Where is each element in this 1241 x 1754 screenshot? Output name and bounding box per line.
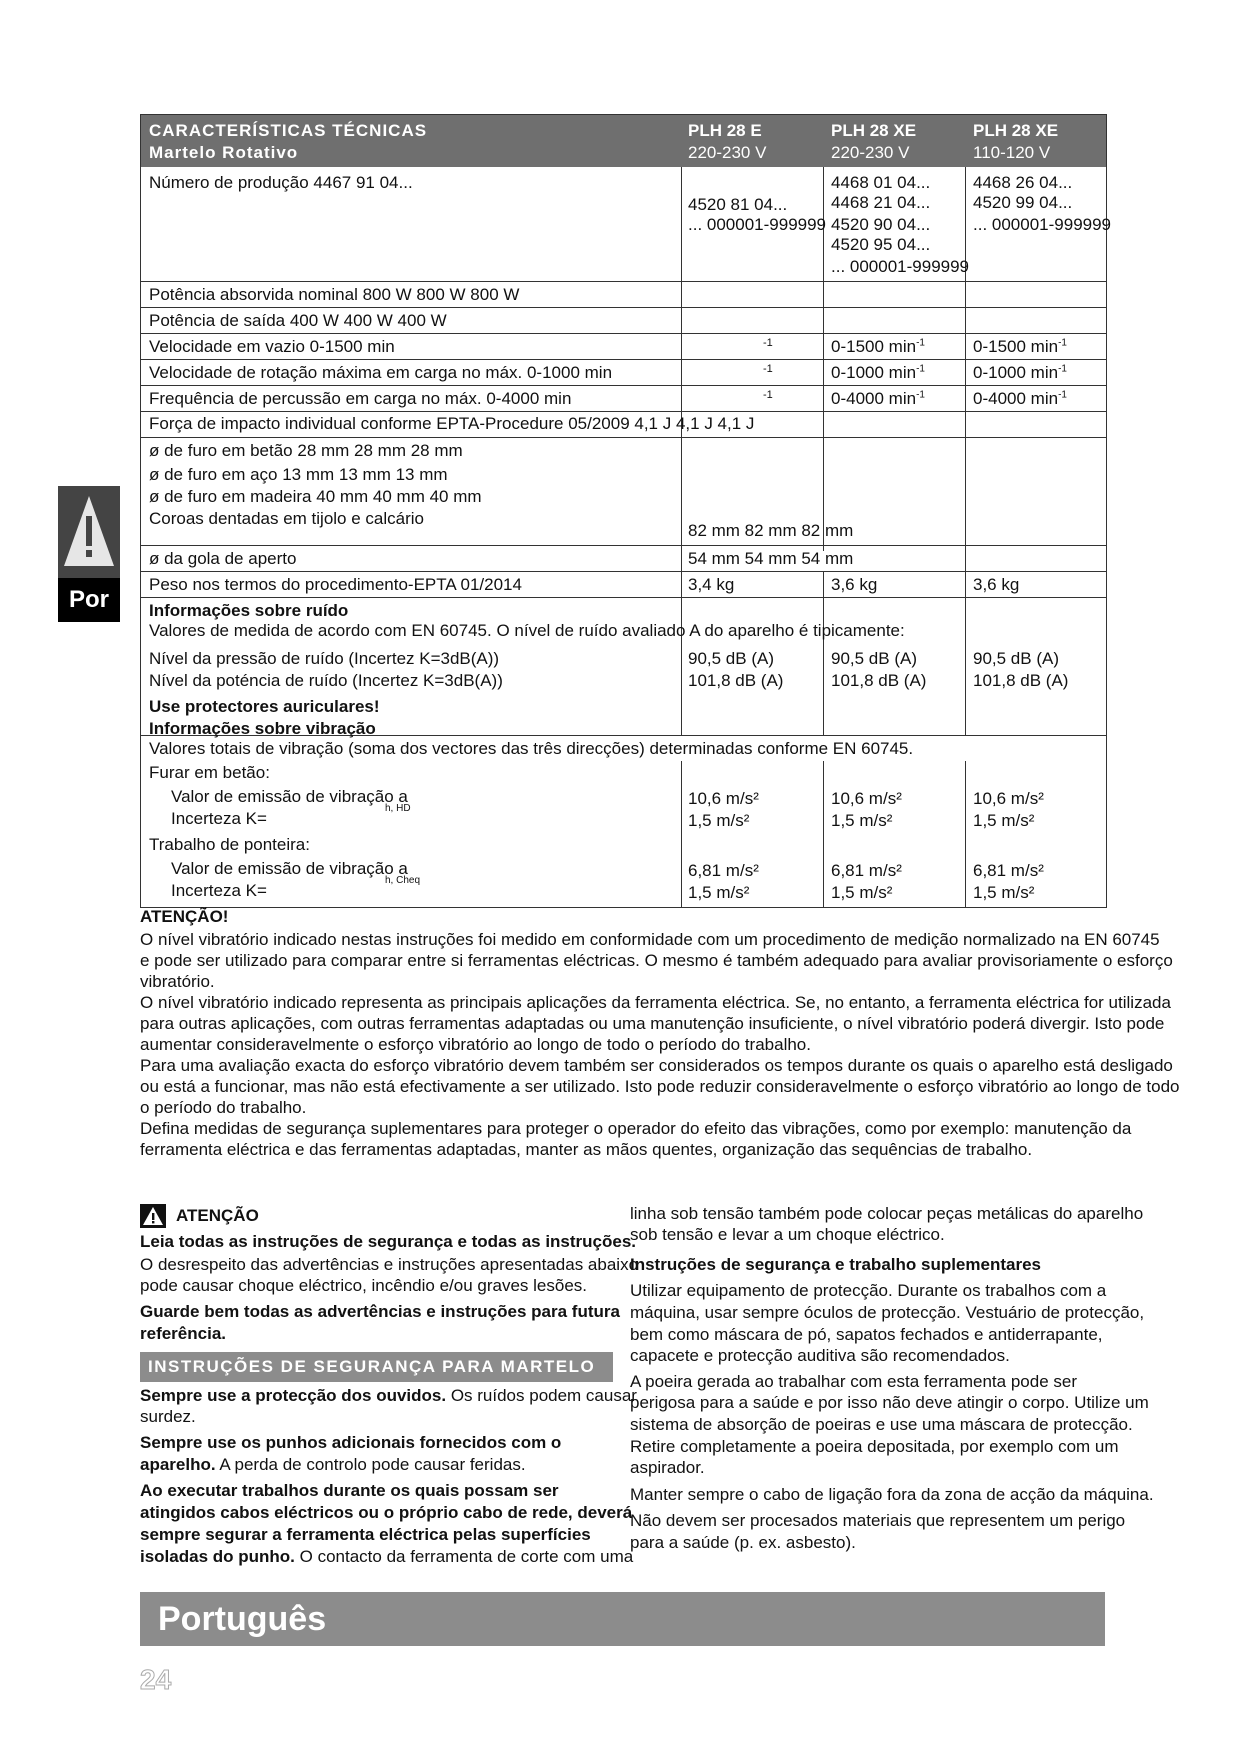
col-divider <box>823 761 824 907</box>
impact-force-row: Força de impacto individual conforme EPTA-Procedure 05/2009 4,1 J 4,1 J 4,1 J <box>149 414 755 433</box>
row-divider <box>141 597 1106 598</box>
production-c3: 4468 26 04... <box>973 173 1073 192</box>
equipment-line: Utilizar equipamento de protecção. Durante os trabalhos com a <box>630 1281 1107 1300</box>
row-divider <box>141 333 1106 334</box>
collar-row: ø da gola de aperto <box>149 549 297 568</box>
attention-text <box>140 929 1180 1160</box>
speed-c2: 0-1500 $\min^{-1}$ <box>831 337 925 356</box>
vib-chisel-uncert: Incerteza K= <box>171 881 267 900</box>
dust-line: perigosa para a saúde e por isso não deve atingir o corpo. Utilize um <box>630 1393 1149 1412</box>
row-divider <box>141 385 1106 386</box>
production-c3: ... 000001-999999 <box>973 215 1112 234</box>
cables-line: atingidos cabos eléctricos ou o próprio cabo de rede, deverá <box>140 1503 633 1522</box>
hammer-safety-heading: INSTRUÇÕES DE SEGURANÇA PARA MARTELO <box>140 1352 613 1382</box>
col-divider <box>965 761 966 907</box>
equipment-line: bem como máscara de pó, sapatos fechados e antiderrapante, <box>630 1325 1103 1344</box>
production-c3: 4520 99 04... <box>973 193 1073 212</box>
cables-line-last: isoladas do punho. O contacto da ferramenta de corte com uma <box>140 1547 634 1566</box>
read-all-instructions: Leia todas as instruções de segurança e todas as instruções. <box>140 1232 637 1251</box>
row-divider <box>141 307 1106 308</box>
drill-steel-row: ø de furo em aço 13 mm 13 mm 13 mm <box>149 465 448 484</box>
language-tab: Por <box>58 578 120 622</box>
attention-line: o período do trabalho. <box>140 1098 307 1117</box>
weight-c2: 3,6 kg <box>831 575 878 594</box>
ear-protection-line2: surdez. <box>140 1407 196 1426</box>
drill-wood-row: ø de furo em madeira 40 mm 40 mm 40 mm <box>149 487 482 506</box>
vib-drill-c2: 10,6 m/s² <box>831 789 902 808</box>
keep-line: Guarde bem todas as advertências e instruções para futura <box>140 1302 620 1321</box>
production-c2: 4468 01 04... <box>831 173 931 192</box>
attention-line: para outras aplicações, com outras ferramentas adaptadas ou uma manutenção insuficiente, o nível vibratório poderá divergir. Isto pode <box>140 1014 1165 1033</box>
vib-chisel-c1: 6,81 m/s² <box>688 861 759 880</box>
cables-line: Ao executar trabalhos durante os quais possam ser <box>140 1481 559 1500</box>
language-footer: Português <box>140 1592 1105 1646</box>
dust-line: aspirador. <box>630 1458 705 1477</box>
right-cont-line: sob tensão e levar a um choque eléctrico. <box>630 1225 945 1244</box>
keep-line: referência. <box>140 1324 226 1343</box>
vibration-intro: Valores totais de vibração (soma dos vectores das três direcções) determinadas conforme EN 60745. <box>149 739 914 758</box>
col-divider <box>965 167 966 735</box>
power-in-row: Potência absorvida nominal 800 W 800 W 800 W <box>149 285 520 304</box>
extra-instructions-title: Instruções de segurança e trabalho suplementares <box>630 1255 1041 1274</box>
warning-tab <box>58 486 120 578</box>
speed-row: Velocidade em vazio 0-1500 min <box>149 337 395 356</box>
impact-c3: 0-4000 $\min^{-1}$ <box>973 389 1067 408</box>
materials-line: Não devem ser procesados materiais que representem um perigo <box>630 1511 1126 1530</box>
col-header: PLH 28 XE <box>973 121 1059 140</box>
materials-line: para a saúde (p. ex. asbesto). <box>630 1533 856 1552</box>
dust-line: sistema de absorção de poeiras e use uma máscara de protecção. <box>630 1415 1133 1434</box>
vib-chisel-sub: h, Cheq <box>385 875 421 886</box>
production-c2: 4520 95 04... <box>831 235 931 254</box>
vib-drill-unc-c2: 1,5 m/s² <box>831 811 893 830</box>
speed-c3: 0-1500 $\min^{-1}$ <box>973 337 1067 356</box>
vibration-title: Informações sobre vibração <box>149 719 376 738</box>
attention-line: Defina medidas de segurança suplementares para proteger o operador do efeito das vibrações, como por exemplo: manutenção da <box>140 1119 1132 1138</box>
rotation-row: Velocidade de rotação máxima em carga no máx. 0-1000 min <box>149 363 613 382</box>
vib-drill-c1: 10,6 m/s² <box>688 789 759 808</box>
attention-line: ou está a funcionar, mas não está efectivamente a ser utilizado. Isto pode reduzir consideravelmente o esforço vibratório ao longo de todo <box>140 1077 1180 1096</box>
warning-heading: ATENÇÃO <box>176 1206 259 1225</box>
attention-line: aumentar consideravelmente o esforço vibratório ao longo de todo o período do trabalho. <box>140 1035 811 1054</box>
vib-chisel-label: Trabalho de ponteira: <box>149 835 310 854</box>
noise-power-c1: 101,8 dB (A) <box>688 671 784 690</box>
crowns-values: 82 mm 82 mm 82 mm <box>688 521 854 540</box>
ear-protection: Use protectores auriculares! <box>149 697 380 716</box>
spec-table <box>140 114 1112 908</box>
col-header: PLH 28 E <box>688 121 762 140</box>
row-divider <box>141 571 1106 572</box>
collar-values: 54 mm 54 mm 54 mm <box>688 549 854 568</box>
vib-chisel-c2: 6,81 m/s² <box>831 861 902 880</box>
noise-pressure-c2: 90,5 dB (A) <box>831 649 917 668</box>
noise-pressure-c1: 90,5 dB (A) <box>688 649 774 668</box>
attention-line: vibratório. <box>140 972 215 991</box>
right-cont-line: linha sob tensão também pode colocar peças metálicas do aparelho <box>630 1204 1144 1223</box>
disregard-line: O desrespeito das advertências e instruções apresentadas abaixo <box>140 1255 639 1274</box>
noise-pressure: Nível da pressão de ruído (Incertez K=3dB(A)) <box>149 649 500 668</box>
production-label: Número de produção 4467 91 04... <box>149 173 413 192</box>
col-divider <box>681 167 682 735</box>
equipment-line: máquina, usar sempre óculos de protecção. Vestuário de protecção, <box>630 1303 1145 1322</box>
dust-line: A poeira gerada ao trabalhar com esta ferramenta pode ser <box>630 1372 1077 1391</box>
col-voltage: 110-120 V <box>973 143 1051 162</box>
warning-triangle-icon <box>58 486 120 578</box>
production-c2: 4520 90 04... <box>831 215 931 234</box>
drill-concrete-row: ø de furo em betão 28 mm 28 mm 28 mm <box>149 441 463 460</box>
warning-icon <box>140 1204 166 1228</box>
vib-drill-label: Furar em betão: <box>149 763 270 782</box>
noise-title: Informações sobre ruído <box>149 601 349 620</box>
vib-drill-uncert: Incerteza K= <box>171 809 267 828</box>
dust-line: Retire completamente a poeira depositada, por exemplo com um <box>630 1437 1119 1456</box>
weight-c1: 3,4 kg <box>688 575 735 594</box>
col-voltage: 220-230 V <box>688 143 767 162</box>
attention-line: O nível vibratório indicado nestas instruções foi medido em conformidade com um procedimento de medição normalizado na EN 60745 <box>140 930 1160 949</box>
attention-line: O nível vibratório indicado representa as principais aplicações da ferramenta eléctrica. Se, no entanto, a ferramenta eléctrica for utilizada <box>140 993 1171 1012</box>
attention-line: e pode ser utilizado para comparar entre si ferramentas eléctricas. O mesmo é também adequado para avaliar provisoriamente o esforço <box>140 951 1173 970</box>
disregard-line: pode causar choque eléctrico, incêndio e/ou graves lesões. <box>140 1276 588 1295</box>
attention-title: ATENÇÃO! <box>140 907 229 926</box>
vib-chisel-c3: 6,81 m/s² <box>973 861 1044 880</box>
noise-intro: Valores de medida de acordo com EN 60745. O nível de ruído avaliado A do aparelho é tipicamente: <box>149 621 905 640</box>
vib-drill-emission: Valor de emissão de vibração a <box>171 787 408 806</box>
row-divider <box>141 359 1106 360</box>
impact-c2: 0-4000 $\min^{-1}$ <box>831 389 925 408</box>
page-number: 24 <box>140 1664 172 1695</box>
production-c2: ... 000001-999999 <box>831 257 970 276</box>
noise-power-c3: 101,8 dB (A) <box>973 671 1069 690</box>
table-title: CARACTERÍSTICAS TÉCNICAS <box>149 121 428 140</box>
production-c1: ... 000001-999999 <box>688 215 827 234</box>
cables-line: sempre segurar a ferramenta eléctrica pelas superfícies <box>140 1525 591 1544</box>
power-out-row: Potência de saída 400 W 400 W 400 W <box>149 311 447 330</box>
weight-c3: 3,6 kg <box>973 575 1020 594</box>
rotation-c3: 0-1000 $\min^{-1}$ <box>973 363 1067 382</box>
row-divider <box>141 411 1106 412</box>
impact-exp: -1 <box>763 389 773 401</box>
vib-chisel-unc-c3: 1,5 m/s² <box>973 883 1035 902</box>
col-header: PLH 28 XE <box>831 121 917 140</box>
col-divider <box>681 761 682 907</box>
ear-protection-para: Sempre use a protecção dos ouvidos. Os ruídos podem causar <box>140 1386 637 1405</box>
row-divider <box>141 281 1106 282</box>
table-header <box>141 115 1106 167</box>
equipment-line: capacete e protecção auditiva são recomendados. <box>630 1346 1010 1365</box>
handles-line1: Sempre use os punhos adicionais fornecidos com o <box>140 1433 562 1452</box>
weight-row: Peso nos termos do procedimento-EPTA 01/2014 <box>149 575 522 594</box>
noise-pressure-c3: 90,5 dB (A) <box>973 649 1059 668</box>
vib-drill-unc-c3: 1,5 m/s² <box>973 811 1035 830</box>
col-divider <box>823 571 824 735</box>
col-voltage: 220-230 V <box>831 143 910 162</box>
cable-line: Manter sempre o cabo de ligação fora da zona de acção da máquina. <box>630 1485 1154 1504</box>
rotation-c2: 0-1000 $\min^{-1}$ <box>831 363 925 382</box>
attention-line: ferramenta eléctrica e das ferramentas adaptadas, manter as mãos quentes, organização das sequências de trabalho. <box>140 1140 1033 1159</box>
crowns-row: Coroas dentadas em tijolo e calcário <box>149 509 424 528</box>
production-c1: 4520 81 04... <box>688 195 788 214</box>
vib-drill-sub: h, HD <box>385 803 411 814</box>
attention-line: Para uma avaliação exacta do esforço vibratório devem também ser considerados os tempos durante os quais o aparelho está desligado <box>140 1056 1173 1075</box>
row-divider <box>141 437 1106 438</box>
rotation-exp: -1 <box>763 363 773 375</box>
table-subtitle: Martelo Rotativo <box>149 143 299 162</box>
speed-exp: -1 <box>763 337 773 349</box>
vib-chisel-emission: Valor de emissão de vibração a <box>171 859 408 878</box>
noise-power: Nível da poténcia de ruído (Incertez K=3dB(A)) <box>149 671 503 690</box>
vib-drill-unc-c1: 1,5 m/s² <box>688 811 750 830</box>
vib-drill-c3: 10,6 m/s² <box>973 789 1044 808</box>
impact-rate-row: Frequência de percussão em carga no máx. 0-4000 min <box>149 389 572 408</box>
handles-line2: aparelho. A perda de controlo pode causar feridas. <box>140 1455 526 1474</box>
production-c2: 4468 21 04... <box>831 193 931 212</box>
noise-power-c2: 101,8 dB (A) <box>831 671 927 690</box>
vib-chisel-unc-c2: 1,5 m/s² <box>831 883 893 902</box>
row-divider <box>141 545 1106 546</box>
vib-chisel-unc-c1: 1,5 m/s² <box>688 883 750 902</box>
